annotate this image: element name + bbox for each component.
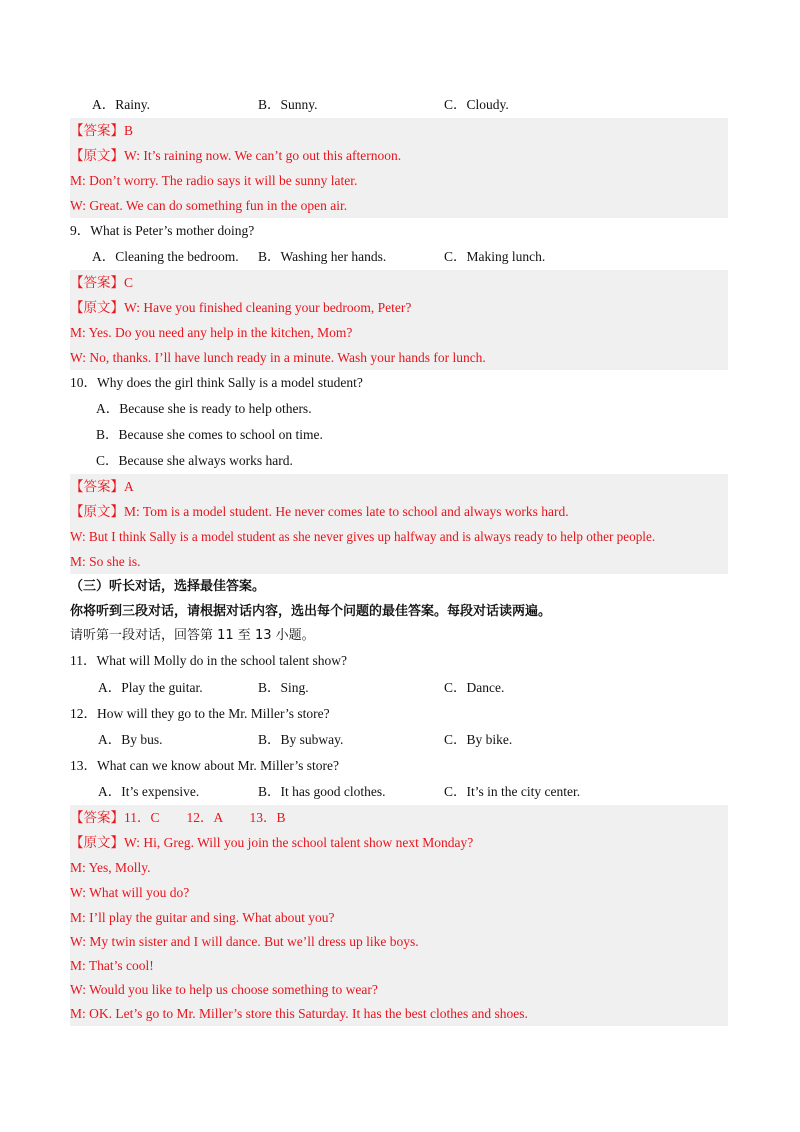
q9-option-a: A．Cleaning the bedroom. — [92, 249, 239, 264]
q12-option-a: A．By bus. — [98, 732, 163, 747]
q9-script-line: W: No, thanks. I’ll have lunch ready in a minute. Wash your hands for lunch. — [70, 345, 728, 370]
q8-script-line: W: Great. We can do something fun in the open air. — [70, 193, 728, 218]
q10-question: 10．Why does the girl think Sally is a model student? — [70, 375, 363, 390]
dialog1-answer: 【答案】11．C 12．A 13．B — [70, 805, 728, 830]
q8-options — [70, 92, 728, 117]
dialog1-script-line: M: I’ll play the guitar and sing. What about you? — [70, 905, 728, 930]
q11-option-b: B．Sing. — [258, 680, 309, 695]
dialog1-script-line: W: Would you like to help us choose something to wear? — [70, 977, 728, 1002]
q9-option-b: B．Washing her hands. — [258, 249, 387, 264]
q11-options — [70, 675, 728, 700]
dialog1-script-line: 【原文】W: Hi, Greg. Will you join the school talent show next Monday? — [70, 830, 728, 855]
q11-option-c: C．Dance. — [444, 680, 505, 695]
q10-script-line: M: So she is. — [70, 549, 728, 574]
q8-option-c: C．Cloudy. — [444, 97, 509, 112]
q10-script-line: 【原文】M: Tom is a model student. He never comes late to school and always works hard. — [70, 499, 728, 524]
dialog1-script-line: W: What will you do? — [70, 880, 728, 905]
dialog-intro: 请听第一段对话，回答第 11 至 13 小题。 — [70, 628, 315, 643]
q10-script-line: W: But I think Sally is a model student as she never gives up halfway and is always ready to help other people. — [70, 524, 728, 549]
q12-question: 12．How will they go to the Mr. Miller’s store? — [70, 706, 330, 721]
dialog1-script-line: M: Yes, Molly. — [70, 855, 728, 880]
q11-option-a: A．Play the guitar. — [98, 680, 203, 695]
q13-option-a: A．It’s expensive. — [98, 784, 200, 799]
q8-script-line: 【原文】W: It’s raining now. We can’t go out this afternoon. — [70, 143, 728, 168]
dialog1-script-line: W: My twin sister and I will dance. But we’ll dress up like boys. — [70, 929, 728, 954]
q9-question: 9．What is Peter’s mother doing? — [70, 223, 255, 238]
q9-answer: 【答案】C — [70, 270, 728, 295]
dialog1-script-line: M: OK. Let’s go to Mr. Miller’s store this Saturday. It has the best clothes and shoes. — [70, 1001, 728, 1026]
q8-option-a: A．Rainy. — [92, 97, 150, 112]
q10-option-b: B．Because she comes to school on time. — [96, 427, 323, 442]
q12-option-c: C．By bike. — [444, 732, 513, 747]
q8-answer: 【答案】B — [70, 118, 728, 143]
q8-option-b: B．Sunny. — [258, 97, 318, 112]
q13-options — [70, 779, 728, 804]
q10-option-a: A．Because she is ready to help others. — [96, 401, 312, 416]
q9-options — [70, 244, 728, 269]
q9-script-line: 【原文】W: Have you finished cleaning your bedroom, Peter? — [70, 295, 728, 320]
q9-script-line: M: Yes. Do you need any help in the kitchen, Mom? — [70, 320, 728, 345]
q8-script-line: M: Don’t worry. The radio says it will be sunny later. — [70, 168, 728, 193]
section-heading: （三）听长对话，选择最佳答案。 — [70, 579, 266, 594]
q13-option-c: C．It’s in the city center. — [444, 784, 581, 799]
q10-answer: 【答案】A — [70, 474, 728, 499]
q10-option-c: C．Because she always works hard. — [96, 453, 293, 468]
q12-option-b: B．By subway. — [258, 732, 344, 747]
q13-option-b: B．It has good clothes. — [258, 784, 386, 799]
section-instruction: 你将听到三段对话，请根据对话内容，选出每个问题的最佳答案。每段对话读两遍。 — [70, 604, 552, 619]
q13-question: 13．What can we know about Mr. Miller’s store? — [70, 758, 339, 773]
q12-options — [70, 727, 728, 752]
q9-option-c: C．Making lunch. — [444, 249, 546, 264]
q11-question: 11．What will Molly do in the school talent show? — [70, 653, 347, 668]
dialog1-script-line: M: That’s cool! — [70, 953, 728, 978]
